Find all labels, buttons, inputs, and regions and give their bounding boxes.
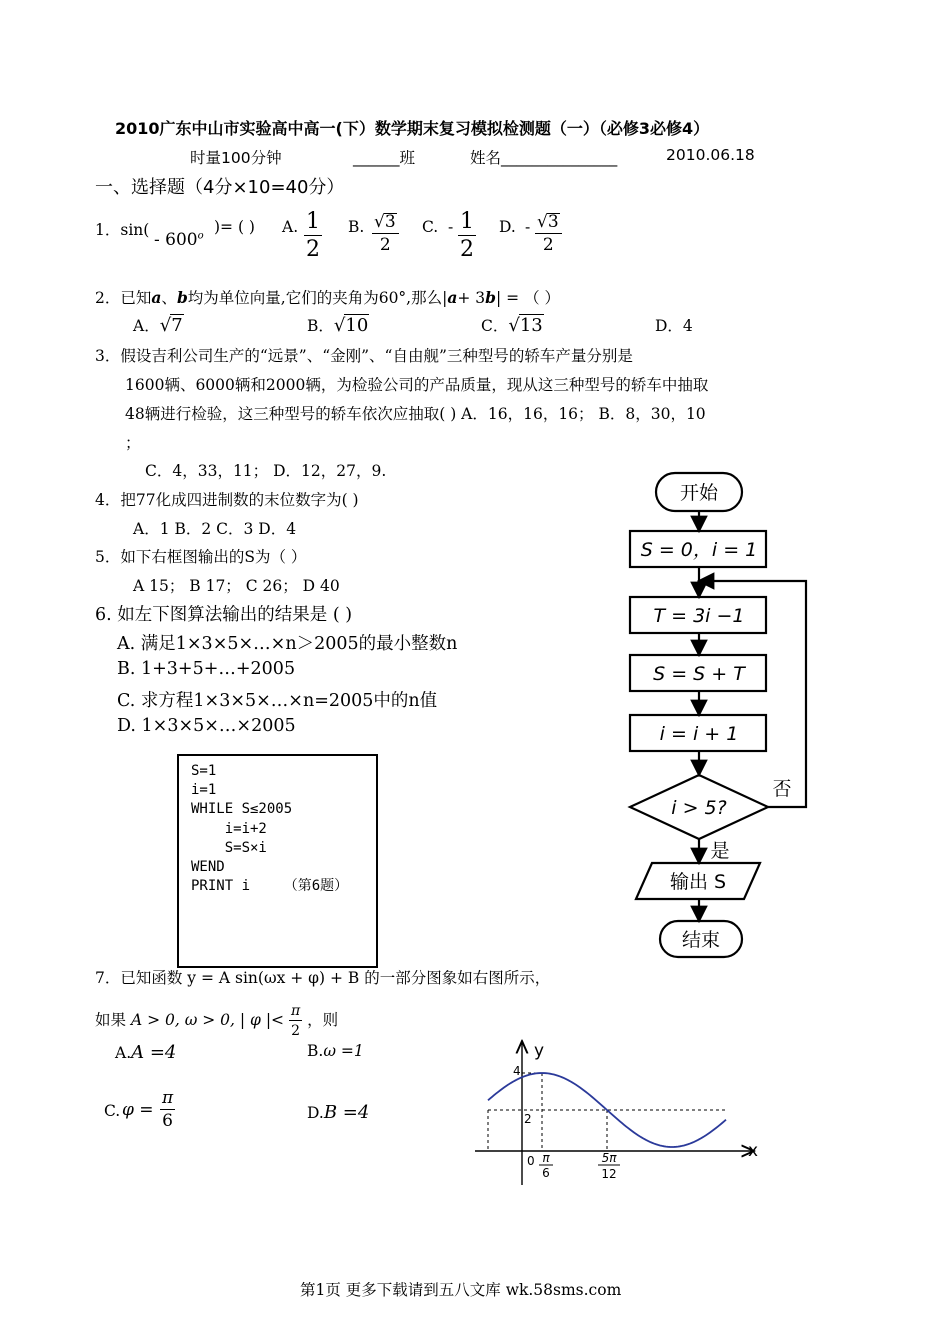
q2-option-b: B．√10 xyxy=(307,315,369,336)
q1-expr-post: )= ( ) xyxy=(214,218,255,236)
q7-c-pi: π xyxy=(162,1088,174,1108)
q3-line-1: 3．假设吉利公司生产的“远景”、“金刚”、“自由舰”三种型号的轿车产量分别是 xyxy=(95,347,633,365)
q3-line-3: 48辆进行检验，这三种型号的轿车依次应抽取( ) A．16，16，16； B．8，30，10 xyxy=(125,405,706,423)
q2-b-label: B． xyxy=(307,317,334,335)
q2-a-label: A． xyxy=(133,317,160,335)
q2-option-d: D．4 xyxy=(655,317,693,335)
q1-angle xyxy=(154,230,204,250)
x-axis-label: x xyxy=(748,1141,759,1161)
section-heading: 一、选择题（4分×10=40分） xyxy=(95,177,345,198)
q2-stem-mid: 均为单位向量,它们的夹角为60°,那么| xyxy=(187,289,448,307)
q1-option-d: $\frac{√3}{2}$ xyxy=(535,213,562,254)
flowchart xyxy=(600,465,830,965)
q7-option-b xyxy=(307,1042,364,1060)
q2-vector-b2: b xyxy=(485,288,497,307)
sine-graph xyxy=(470,1035,770,1190)
q5-options: A 15； B 17； C 26； D 40 xyxy=(133,577,340,595)
fc-output-text: 输出 S xyxy=(669,871,727,893)
q7-if: 如果 xyxy=(95,1011,127,1029)
q4-options: A．1 B．2 C．3 D．4 xyxy=(133,520,297,538)
y-tick-4: 4 xyxy=(513,1064,521,1078)
q1-option-a-label: A. xyxy=(282,218,299,236)
fc-end-text: 结束 xyxy=(681,929,721,951)
q7-a-label: A. xyxy=(115,1044,132,1062)
q2-plus: + 3 xyxy=(457,289,486,307)
code-line: WEND xyxy=(191,859,225,876)
q1-option-d-label: D. xyxy=(499,218,516,236)
code-line: i=1 xyxy=(191,782,217,799)
time-limit: 时量100分钟 xyxy=(190,149,282,167)
q6-option-b: B. 1+3+5+…+2005 xyxy=(117,659,296,679)
q2-stem-pre: 2．已知 xyxy=(95,289,152,307)
q2-vector-a: a xyxy=(151,288,162,307)
q1-a-numerator: 1 xyxy=(306,209,320,234)
tick-pi6-den: 6 xyxy=(542,1166,550,1180)
code-line: S=1 xyxy=(191,763,217,779)
q7-d-label: D. xyxy=(307,1104,324,1122)
q2-vector-b: b xyxy=(176,288,188,307)
q1-option-c xyxy=(458,211,476,261)
q7-b-label: B. xyxy=(307,1042,324,1060)
q2-sep: 、 xyxy=(161,289,177,307)
q7-a-value: A =4 xyxy=(131,1042,177,1063)
fc-start-text: 开始 xyxy=(679,482,719,504)
q7-option-a xyxy=(115,1042,176,1063)
q3-line-5: C．4，33，11； D．12，27，9. xyxy=(145,462,387,480)
class-blank: ______班 xyxy=(353,149,416,167)
q2-c-label: C． xyxy=(481,317,509,335)
page-footer: 第1页 更多下载请到五八文库 wk.58sms.com xyxy=(300,1281,622,1299)
code-line: PRINT i （第6题） xyxy=(191,878,349,895)
question-2 xyxy=(95,286,560,308)
q1-b-radicand: 3 xyxy=(384,212,396,232)
question-4: 4．把77化成四进制数的末位数字为( ) xyxy=(95,491,359,509)
q7-option-c-label: C. xyxy=(104,1102,121,1120)
q7-d-value: B =4 xyxy=(323,1102,370,1123)
tick-5pi12-num: 5π xyxy=(601,1151,617,1165)
q7-option-c: φ = xyxy=(122,1100,154,1120)
q3-line-4: ； xyxy=(125,434,141,452)
q1-d-radicand: 3 xyxy=(547,212,559,232)
q1-c-denominator: 2 xyxy=(460,237,474,262)
question-6: 6. 如左下图算法输出的结果是 ( ) xyxy=(95,605,353,625)
code-line: WHILE S≤2005 xyxy=(191,801,293,818)
fc-s-text: S = S + T xyxy=(653,663,745,685)
algorithm-code xyxy=(191,762,348,896)
q1-number: 1． xyxy=(95,221,121,239)
q7-conditions: A > 0, ω > 0, | φ |< xyxy=(130,1011,285,1029)
origin-label: 0 xyxy=(527,1154,535,1168)
q2-option-c: C．√13 xyxy=(481,315,543,336)
tick-pi6-num: π xyxy=(542,1151,550,1165)
q2-b-radicand: 10 xyxy=(345,315,369,336)
question-1 xyxy=(95,218,149,240)
fc-t-text: T = 3i −1 xyxy=(653,605,745,627)
q7-c-fraction xyxy=(160,1090,175,1130)
q1-degree-mark: o xyxy=(197,230,204,242)
q2-option-a: A．√7 xyxy=(133,315,183,336)
y-tick-2: 2 xyxy=(524,1112,532,1126)
q2-stem-end: | = （ ） xyxy=(496,289,561,307)
page-title: 2010广东中山市实验高中高一(下）数学期末复习模拟检测题（一）（必修3必修4） xyxy=(115,119,710,138)
q3-line-2: 1600辆、6000辆和2000辆，为检验公司的产品质量，现从这三种型号的轿车中抽取 xyxy=(125,376,709,394)
q2-vector-a2: a xyxy=(447,288,458,307)
q1-b-denominator: 2 xyxy=(379,235,391,255)
q1-c-sign: - xyxy=(448,218,454,236)
q6-option-a: A. 满足1×3×5×…×n＞2005的最小整数n xyxy=(117,634,458,654)
q7-option-d xyxy=(307,1102,369,1123)
q1-c-numerator: 1 xyxy=(460,209,474,234)
fc-no-label: 否 xyxy=(772,778,792,800)
fc-init-text: S = 0，i = 1 xyxy=(640,539,758,561)
q1-option-c-label: C. xyxy=(422,218,439,236)
q1-option-a xyxy=(304,211,322,261)
question-5: 5．如下右框图输出的S为（ ） xyxy=(95,548,307,566)
q1-a-denominator: 2 xyxy=(306,237,320,262)
code-line: S=S×i xyxy=(191,839,267,856)
tick-5pi12-den: 12 xyxy=(601,1167,617,1181)
exam-date: 2010.06.18 xyxy=(666,146,755,164)
question-7: 7．已知函数 y = A sin(ωx + φ) + B 的一部分图象如右图所示， xyxy=(95,969,551,987)
q1-expr-pre: sin( xyxy=(120,221,150,239)
q2-a-radicand: 7 xyxy=(171,315,183,336)
code-line: i=i+2 xyxy=(191,820,267,837)
name-blank: 姓名_______________ xyxy=(470,149,618,167)
q7-two: 2 xyxy=(291,1023,301,1039)
y-axis-label: y xyxy=(534,1041,545,1061)
fc-yes-label: 是 xyxy=(710,840,730,862)
q7-c-six: 6 xyxy=(162,1111,173,1131)
q1-option-b: $\frac{√3}{2}$ xyxy=(372,213,399,254)
q1-d-denominator: 2 xyxy=(542,235,554,255)
q7-b-value: ω =1 xyxy=(323,1042,364,1060)
fc-cond-text: i > 5? xyxy=(671,797,727,819)
q1-angle-value: - 600 xyxy=(154,230,198,250)
q6-option-d: D. 1×3×5×…×2005 xyxy=(117,716,296,736)
fc-i-text: i = i + 1 xyxy=(659,723,739,745)
q1-d-sign: - xyxy=(525,218,531,236)
q7-line-2 xyxy=(95,1004,338,1038)
q2-c-radicand: 13 xyxy=(519,315,543,336)
q7-pi: π xyxy=(290,1003,301,1019)
q6-option-c: C. 求方程1×3×5×…×n=2005中的n值 xyxy=(117,691,438,711)
q1-option-b-label: B. xyxy=(348,218,365,236)
q7-then: ，则 xyxy=(307,1011,339,1029)
